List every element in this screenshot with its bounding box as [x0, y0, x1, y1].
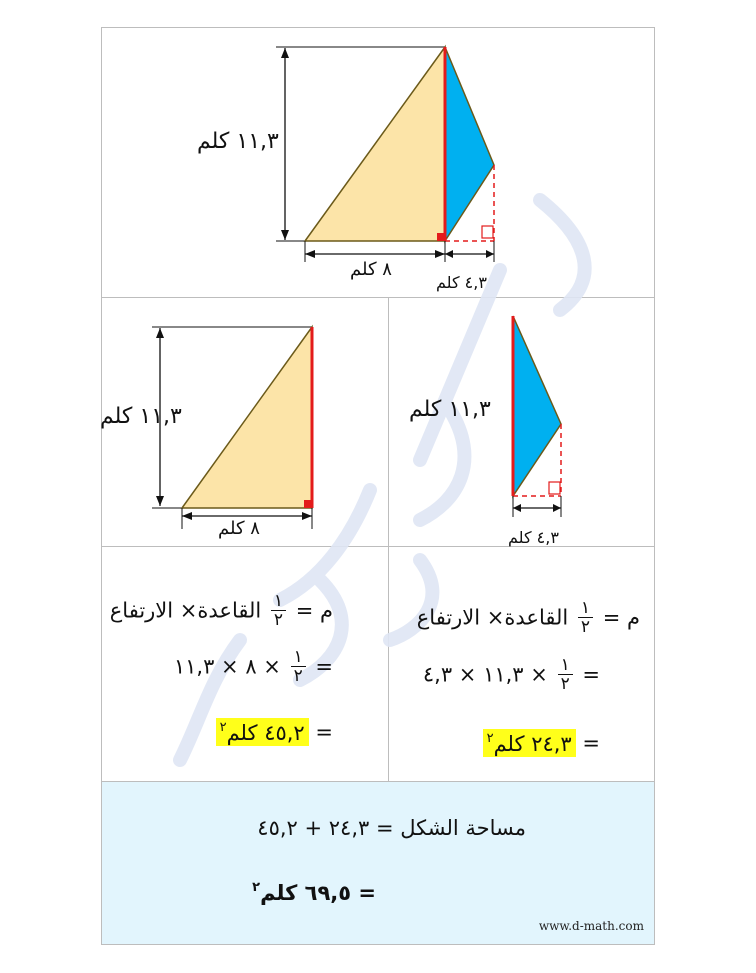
left-right-angle-marker [304, 500, 312, 508]
right-calc-line2-fraction [558, 656, 573, 693]
left-calc-line3-prefix: = [315, 720, 333, 744]
left-height-arrow-up [156, 328, 164, 338]
left-calc-line2-fraction [291, 648, 306, 685]
left-calc-line2-suffix: × ٨ × ١١,٣ [173, 654, 281, 679]
left-calc-line1-prefix: م = [295, 598, 333, 623]
left-calc-result-highlight [216, 718, 309, 746]
summary-final-prefix: = [358, 881, 376, 905]
top-composite-figure [270, 40, 510, 250]
top-height-label: ١١,٣ كلم [197, 129, 279, 154]
left-calc-line-2 [174, 648, 333, 685]
left-calc-line2-fraction-den: ٢ [293, 666, 303, 686]
top-dashed-right-angle [482, 226, 493, 238]
divider-row-2 [101, 546, 655, 547]
summary-final-value: ٦٩,٥ كلم [260, 881, 352, 905]
left-base-arrow-right [302, 512, 312, 520]
right-calc-line-2 [423, 656, 600, 693]
left-height-label: ١١,٣ كلم [100, 404, 182, 429]
right-calc-line2-suffix: × ١١,٣ × ٤,٣ [422, 662, 548, 687]
summary-final-line [252, 880, 376, 905]
left-calc-line1-suffix: القاعدة× الارتفاع [109, 598, 262, 623]
right-calc-line2-fraction-num: ١ [558, 656, 573, 675]
top-tan-triangle [305, 47, 445, 241]
right-blue-triangle [513, 316, 561, 496]
left-calc-line2-prefix: = [315, 654, 333, 679]
summary-area-sentence: مساحة الشكل = ٢٤,٣ + ٤٥,٢ [257, 816, 526, 840]
right-calc-result-sup: ٢ [486, 730, 494, 746]
top-height-arrow-down [281, 230, 289, 240]
left-calc-line2-fraction-num: ١ [291, 648, 306, 667]
left-tan-triangle [182, 327, 312, 508]
right-base-arrow-left [513, 504, 521, 512]
divider-row-1 [101, 297, 655, 298]
right-calc-line-3 [483, 730, 600, 756]
left-calc-result-sup: ٢ [219, 719, 227, 735]
summary-final-sup: ٢ [252, 880, 261, 895]
site-credit: www.d-math.com [538, 919, 644, 933]
right-calc-line3-prefix: = [582, 731, 600, 755]
right-calc-fraction [578, 599, 593, 636]
right-calc-line1-suffix: القاعدة× الارتفاع [416, 605, 569, 630]
right-calc-result: ٢٤,٣ كلم [493, 731, 572, 756]
top-small-base-label: ٤,٣ كلم [436, 273, 487, 292]
left-base-label: ٨ كلم [218, 518, 260, 539]
left-calc-fraction-den: ٢ [273, 610, 284, 630]
left-calc-fraction [271, 592, 286, 629]
top-base-label: ٨ كلم [350, 259, 392, 280]
right-base-arrow-right [553, 504, 561, 512]
left-calc-line-3 [216, 719, 333, 745]
right-height-label: ١١,٣ كلم [409, 397, 491, 422]
divider-column [388, 297, 389, 781]
right-calc-line1-prefix: م = [602, 605, 640, 630]
right-calc-fraction-den: ٢ [580, 617, 591, 637]
top-height-arrow-up [281, 48, 289, 58]
top-blue-triangle [445, 47, 494, 241]
right-base-label: ٤,٣ كلم [508, 528, 559, 547]
left-base-arrow-left [182, 512, 192, 520]
right-blue-triangle-figure [500, 310, 580, 525]
left-calc-fraction-num: ١ [271, 592, 286, 611]
right-calc-line2-fraction-den: ٢ [560, 674, 570, 694]
right-dashed-right-angle [549, 482, 560, 494]
left-height-arrow-down [156, 496, 164, 506]
right-calc-fraction-num: ١ [578, 599, 593, 618]
top-right-angle-marker [437, 233, 445, 241]
right-calc-line-1 [417, 599, 640, 636]
right-calc-line2-prefix: = [582, 662, 600, 687]
left-calc-result: ٤٥,٢ كلم [226, 720, 305, 745]
right-calc-result-highlight [483, 729, 576, 757]
left-calc-line-1 [110, 592, 333, 629]
